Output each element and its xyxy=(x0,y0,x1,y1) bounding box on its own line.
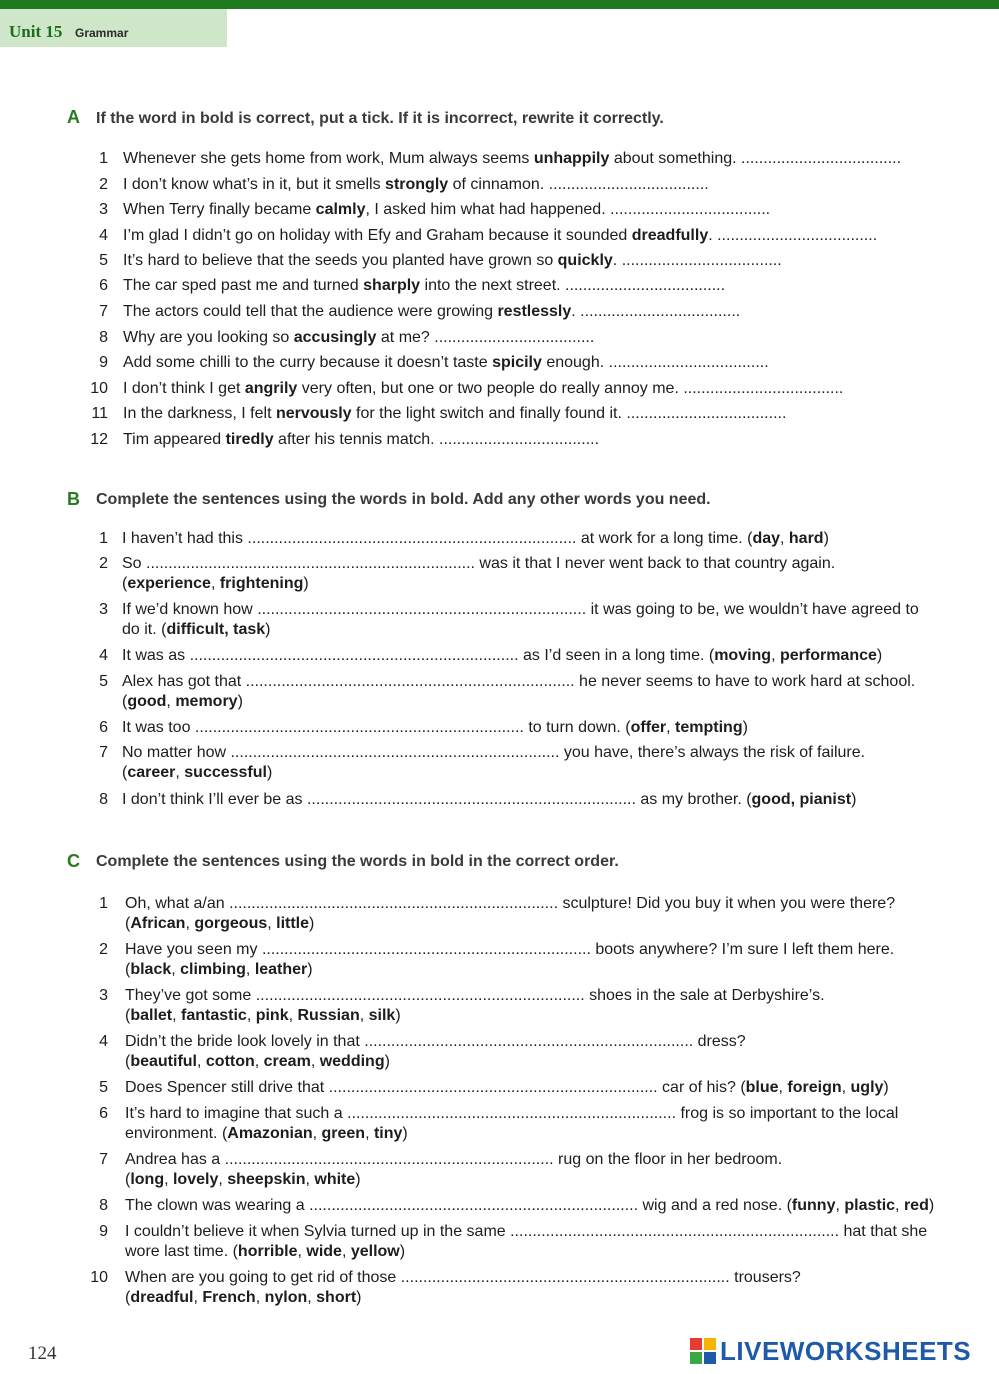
bold-word: day xyxy=(752,530,781,547)
exercise-sentence xyxy=(122,554,835,574)
bold-word: tiredly xyxy=(225,431,274,448)
exercise-sentence xyxy=(125,1032,746,1052)
answer-gap: .......................................................................... xyxy=(224,1151,554,1168)
bold-word: ugly xyxy=(850,1079,884,1096)
bold-word: gorgeous xyxy=(194,915,268,932)
bold-word: tiny xyxy=(373,1125,403,1142)
bold-word: performance xyxy=(779,647,877,664)
sentence-text: It was as xyxy=(122,647,190,664)
bold-word: tempting xyxy=(675,719,743,736)
sentence-text: In the darkness, I felt xyxy=(123,405,276,422)
item-number: 3 xyxy=(99,601,108,618)
sentence-text: ) xyxy=(265,621,271,638)
sentence-text: If we’d known how xyxy=(122,601,258,618)
section-label: Grammar xyxy=(75,26,129,40)
bold-word: cotton xyxy=(205,1053,255,1070)
bold-word: restlessly xyxy=(497,303,572,320)
bold-word: moving xyxy=(714,647,772,664)
bold-word: leather xyxy=(254,961,308,978)
sentence-text: Andrea has a xyxy=(125,1151,225,1168)
answer-gap: .......................................................................... xyxy=(261,941,591,958)
sentence-text: environment. xyxy=(125,1125,222,1142)
separator: , xyxy=(666,719,676,736)
exercise-sentence xyxy=(125,940,894,960)
exercise-sentence xyxy=(123,379,843,399)
sentence-text: I don’t know what’s in it, but it smells xyxy=(123,176,386,193)
answer-gap: .......................................................................... xyxy=(229,895,559,912)
sentence-text: he never seems to have to work hard at school. xyxy=(574,673,916,690)
bold-word: calmly xyxy=(315,201,366,218)
bold-word: experience xyxy=(127,575,211,592)
sentence-text: It’s hard to believe that the seeds you planted have grown so xyxy=(123,252,558,269)
bold-word: wide xyxy=(306,1243,342,1260)
bold-word: accusingly xyxy=(293,329,377,346)
answer-gap: .......................................................................... xyxy=(347,1105,677,1122)
sentence-text: trousers? xyxy=(729,1269,801,1286)
answer-gap: .......................................................................... xyxy=(328,1079,658,1096)
item-number: 7 xyxy=(99,744,108,761)
bold-word: horrible xyxy=(237,1243,298,1260)
item-number: 8 xyxy=(99,1197,108,1214)
page-number: 124 xyxy=(28,1343,57,1364)
bold-word: beautiful xyxy=(130,1053,197,1070)
answer-gap: .......................................................................... xyxy=(146,555,475,572)
exercise-sentence xyxy=(123,226,877,246)
sentence-text: about something. .................................... xyxy=(609,150,902,167)
sentence-text: I don’t think I’ll ever be as xyxy=(122,791,307,808)
bold-word: good xyxy=(127,693,167,710)
separator: , xyxy=(771,647,780,664)
exercise-sentence xyxy=(125,1268,801,1288)
sentence-text: Have you seen my xyxy=(125,941,262,958)
exercise-sentence xyxy=(123,353,769,373)
sentence-text: The actors could tell that the audience were growing xyxy=(123,303,498,320)
sentence-text: So xyxy=(122,555,147,572)
answer-gap: .......................................................................... xyxy=(510,1223,840,1240)
exercise-sentence xyxy=(125,894,895,914)
exercise-sentence: Does Spencer still drive that .......................................................................... car of his? (blue, foreign, ugly) xyxy=(125,1079,889,1096)
item-number: 5 xyxy=(99,252,108,269)
bold-word: offer xyxy=(630,719,667,736)
bold-word: climbing xyxy=(180,961,246,978)
exercise-sentence-line2: (long, lovely, sheepskin, white) xyxy=(125,1171,361,1188)
section-c-letter: C xyxy=(67,851,80,871)
sentence-text: was it that I never went back to that country again. xyxy=(474,555,836,572)
bold-word: cream xyxy=(263,1053,311,1070)
item-number: 7 xyxy=(99,303,108,320)
item-number: 10 xyxy=(90,1269,108,1286)
sentence-text: at work for a long time. ( xyxy=(576,530,753,547)
bold-word: funny xyxy=(791,1197,836,1214)
answer-gap: .......................................................................... xyxy=(255,987,585,1004)
sentence-text: as I’d seen in a long time. ( xyxy=(518,647,715,664)
separator: , xyxy=(166,693,176,710)
item-number: 5 xyxy=(99,673,108,690)
section-a-letter: A xyxy=(67,107,80,127)
sentence-text: When are you going to get rid of those xyxy=(125,1269,401,1286)
bold-word: frightening xyxy=(219,575,304,592)
bold-word: dreadfully xyxy=(631,227,709,244)
sentence-text: you have, there’s always the risk of failure. xyxy=(559,744,866,761)
sentence-text: . .................................... xyxy=(708,227,878,244)
sentence-text: I don’t think I get xyxy=(123,380,245,397)
item-number: 3 xyxy=(99,201,108,218)
sentence-text: as my brother. ( xyxy=(635,791,752,808)
sentence-text: The clown was wearing a xyxy=(125,1197,310,1214)
sentence-text: ) xyxy=(303,575,309,592)
sentence-text: ) xyxy=(851,791,857,808)
exercise-sentence: The clown was wearing a .......................................................................... wig and a red nose. (funny, plastic, red) xyxy=(125,1197,935,1214)
exercise-sentence xyxy=(122,743,865,763)
bold-word: nylon xyxy=(264,1289,308,1306)
bold-word: French xyxy=(202,1289,256,1306)
liveworksheets-icon xyxy=(690,1338,716,1364)
bold-word: spicily xyxy=(492,354,542,371)
item-number: 8 xyxy=(99,329,108,346)
answer-gap: .......................................................................... xyxy=(245,673,575,690)
sentence-text: ( xyxy=(122,764,128,781)
item-number: 4 xyxy=(99,647,108,664)
bold-word: ballet xyxy=(130,1007,173,1024)
bold-word: black xyxy=(130,961,172,978)
bold-word: sharply xyxy=(363,277,421,294)
sentence-text: . .................................... xyxy=(571,303,741,320)
bold-word: difficult, task xyxy=(166,621,266,638)
sentence-text: ) xyxy=(823,530,829,547)
sentence-text: very often, but one or two people do really annoy me. .................................... xyxy=(297,380,844,397)
item-number: 7 xyxy=(99,1151,108,1168)
sentence-text: Add some chilli to the curry because it doesn’t taste xyxy=(123,354,493,371)
item-number: 2 xyxy=(99,555,108,572)
answer-gap: .......................................................................... xyxy=(309,1197,639,1214)
bold-word: successful xyxy=(184,764,267,781)
section-b-title: Complete the sentences using the words in bold. Add any other words you need. xyxy=(96,491,711,508)
exercise-sentence xyxy=(123,251,782,271)
sentence-text: for the light switch and finally found it. .................................... xyxy=(351,405,787,422)
item-number: 2 xyxy=(99,941,108,958)
exercise-sentence-line2: (dreadful, French, nylon, short) xyxy=(125,1289,362,1306)
exercise-sentence-line2 xyxy=(122,763,272,783)
item-number: 1 xyxy=(99,530,108,547)
bold-word: red xyxy=(903,1197,929,1214)
exercise-sentence xyxy=(122,600,919,620)
item-number: 2 xyxy=(99,176,108,193)
bold-word: fantastic xyxy=(181,1007,247,1024)
bold-word: lovely xyxy=(172,1171,219,1188)
section-c-title: Complete the sentences using the words in bold in the correct order. xyxy=(96,853,619,870)
exercise-sentence xyxy=(123,404,786,424)
exercise-sentence-line2 xyxy=(122,620,270,640)
sentence-text: I haven’t had this xyxy=(122,530,248,547)
bold-word: angrily xyxy=(244,380,298,397)
item-number: 1 xyxy=(99,150,108,167)
sentence-text: sculpture! Did you buy it when you were there? xyxy=(558,895,896,912)
section-a-title: If the word in bold is correct, put a tick. If it is incorrect, rewrite it correctly. xyxy=(96,110,664,127)
bold-word: plastic xyxy=(844,1197,896,1214)
exercise-sentence xyxy=(125,1150,782,1170)
exercise-sentence xyxy=(122,790,856,810)
sentence-text: dress? xyxy=(693,1033,746,1050)
bold-word: memory xyxy=(175,693,238,710)
item-number: 3 xyxy=(99,987,108,1004)
exercise-sentence xyxy=(122,672,915,692)
exercise-sentence xyxy=(123,302,740,322)
answer-gap: .......................................................................... xyxy=(257,601,587,618)
answer-gap: .......................................................................... xyxy=(189,647,519,664)
sentence-text: Why are you looking so xyxy=(123,329,294,346)
bold-word: good, pianist xyxy=(751,791,852,808)
answer-gap: .......................................................................... xyxy=(364,1033,694,1050)
sentence-text: of cinnamon. .................................... xyxy=(448,176,709,193)
sentence-text: ( xyxy=(122,575,128,592)
liveworksheets-logo[interactable] xyxy=(690,1334,990,1368)
sentence-text: enough. .................................... xyxy=(541,354,769,371)
bold-word: Amazonian xyxy=(227,1125,313,1142)
bold-word: quickly xyxy=(557,252,613,269)
bold-word: pink xyxy=(255,1007,289,1024)
sentence-text: ( xyxy=(122,693,128,710)
sentence-text: I couldn’t believe it when Sylvia turned up in the same xyxy=(125,1223,511,1240)
exercise-sentence xyxy=(123,430,599,450)
exercise-sentence-line2: environment. (Amazonian, green, tiny) xyxy=(125,1125,408,1142)
item-number: 6 xyxy=(99,719,108,736)
bold-word: career xyxy=(127,764,176,781)
bold-word: dreadful xyxy=(130,1289,194,1306)
item-number: 4 xyxy=(99,227,108,244)
exercise-sentence-line2 xyxy=(122,574,309,594)
exercise-sentence xyxy=(123,175,709,195)
bold-word: yellow xyxy=(350,1243,400,1260)
exercise-sentence xyxy=(122,529,829,549)
bold-word: short xyxy=(316,1289,357,1306)
exercise-sentence xyxy=(123,276,725,296)
sentence-text: ) xyxy=(266,764,273,781)
item-number: 9 xyxy=(99,1223,108,1240)
item-number: 9 xyxy=(99,354,108,371)
bold-word: wedding xyxy=(319,1053,385,1070)
sentence-text: Does Spencer still drive that xyxy=(125,1079,329,1096)
section-b-letter: B xyxy=(67,489,80,509)
item-number: 1 xyxy=(99,895,108,912)
bold-word: white xyxy=(314,1171,356,1188)
exercise-sentence xyxy=(123,328,594,348)
item-number: 6 xyxy=(99,1105,108,1122)
sentence-text: . .................................... xyxy=(612,252,782,269)
sentence-text: It’s hard to imagine that such a xyxy=(125,1105,348,1122)
sentence-text: Tim appeared xyxy=(123,431,226,448)
sentence-text: boots anywhere? I’m sure I left them here. xyxy=(590,941,895,958)
sentence-text: When Terry finally became xyxy=(123,201,316,218)
exercise-sentence xyxy=(125,1222,927,1242)
item-number: 8 xyxy=(99,791,108,808)
sentence-text: ) xyxy=(237,693,243,710)
item-number: 10 xyxy=(90,380,108,397)
sentence-text: to turn down. ( xyxy=(523,719,631,736)
exercise-sentence-line2: (ballet, fantastic, pink, Russian, silk) xyxy=(125,1007,401,1024)
bold-word: Russian xyxy=(297,1007,360,1024)
bold-word: long xyxy=(130,1171,165,1188)
answer-gap: .......................................................................... xyxy=(247,530,577,547)
sentence-text: They’ve got some xyxy=(125,987,256,1004)
sentence-text: ) xyxy=(742,719,748,736)
exercise-sentence-line2: wore last time. (horrible, wide, yellow) xyxy=(125,1243,406,1260)
separator: , xyxy=(210,575,220,592)
separator: , xyxy=(175,764,185,781)
bold-word: little xyxy=(276,915,310,932)
answer-gap: .......................................................................... xyxy=(230,744,560,761)
item-number: 5 xyxy=(99,1079,108,1096)
item-number: 4 xyxy=(99,1033,108,1050)
bold-word: foreign xyxy=(787,1079,842,1096)
answer-gap: .......................................................................... xyxy=(306,791,636,808)
sentence-text: at me? .................................... xyxy=(376,329,595,346)
item-number: 11 xyxy=(91,405,108,422)
sentence-text: rug on the floor in her bedroom. xyxy=(553,1151,783,1168)
exercise-sentence-line2 xyxy=(122,692,243,712)
bold-word: strongly xyxy=(385,176,449,193)
exercise-sentence xyxy=(125,986,825,1006)
unit-label: Unit 15 xyxy=(9,22,63,41)
item-number: 6 xyxy=(99,277,108,294)
sentence-text: The car sped past me and turned xyxy=(123,277,364,294)
exercise-sentence xyxy=(122,718,748,738)
sentence-text: No matter how xyxy=(122,744,231,761)
exercise-sentence xyxy=(123,149,901,169)
bold-word: hard xyxy=(788,530,824,547)
sentence-text: Alex has got that xyxy=(122,673,246,690)
sentence-text: into the next street. .................................... xyxy=(420,277,726,294)
sentence-text: frog is so important to the local xyxy=(676,1105,899,1122)
sentence-text: wig and a red nose. xyxy=(638,1197,787,1214)
exercise-sentence-line2: (beautiful, cotton, cream, wedding) xyxy=(125,1053,390,1070)
sentence-text: after his tennis match. .................................... xyxy=(273,431,600,448)
sentence-text: do it. ( xyxy=(122,621,167,638)
answer-gap: .......................................................................... xyxy=(194,719,524,736)
bold-word: sheepskin xyxy=(227,1171,306,1188)
bold-word: African xyxy=(130,915,186,932)
sentence-text: It was too xyxy=(122,719,195,736)
bold-word: blue xyxy=(745,1079,779,1096)
exercise-sentence-line2: (black, climbing, leather) xyxy=(125,961,313,978)
bold-word: nervously xyxy=(275,405,352,422)
sentence-text: hat that she xyxy=(839,1223,928,1240)
sentence-text: Oh, what a/an xyxy=(125,895,230,912)
sentence-text: , I asked him what had happened. .................................... xyxy=(365,201,771,218)
sentence-text: ) xyxy=(876,647,883,664)
exercise-sentence xyxy=(123,200,770,220)
bold-word: unhappily xyxy=(533,150,610,167)
sentence-text: car of his? xyxy=(657,1079,741,1096)
logo-text: LIVEWORKSHEETS xyxy=(720,1336,972,1366)
exercise-sentence xyxy=(125,1104,898,1124)
bold-word: silk xyxy=(368,1007,396,1024)
answer-gap: .......................................................................... xyxy=(400,1269,730,1286)
exercise-sentence-line2: (African, gorgeous, little) xyxy=(125,915,315,932)
sentence-text: it was going to be, we wouldn’t have agreed to xyxy=(586,601,919,618)
sentence-text: shoes in the sale at Derbyshire’s. xyxy=(584,987,825,1004)
item-number: 12 xyxy=(90,431,108,448)
sentence-text: Whenever she gets home from work, Mum always seems xyxy=(123,150,534,167)
separator: , xyxy=(780,530,789,547)
exercise-sentence xyxy=(122,646,882,666)
sentence-text: I’m glad I didn’t go on holiday with Efy and Graham because it sounded xyxy=(123,227,632,244)
top-color-bar xyxy=(0,0,999,9)
sentence-text: wore last time. xyxy=(125,1243,233,1260)
bold-word: green xyxy=(321,1125,366,1142)
sentence-text: Didn’t the bride look lovely in that xyxy=(125,1033,365,1050)
